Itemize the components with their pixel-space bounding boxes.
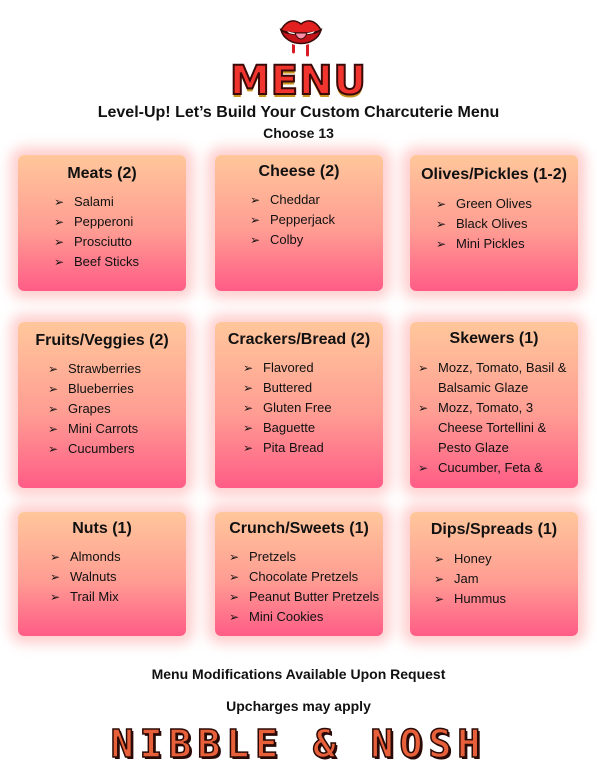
list-item: ➢ Hummus [454, 589, 578, 609]
list-item: ➢ Baguette [263, 418, 383, 438]
list-item: ➢ Mozz, Tomato, 3 Cheese Tortellini & Pesto Glaze [418, 400, 547, 455]
card-item-list [250, 190, 383, 250]
arrow-bullet-icon: ➢ [48, 362, 59, 376]
upcharges-note: Upcharges may apply [226, 698, 371, 714]
arrow-bullet-icon: ➢ [243, 401, 254, 415]
card-title: Meats (2) [67, 165, 137, 182]
card-title: Crunch/Sweets (1) [229, 520, 369, 537]
arrow-bullet-icon: ➢ [436, 237, 447, 251]
card-crackers-bread [215, 322, 383, 488]
card-item-list [434, 549, 578, 609]
arrow-bullet-icon: ➢ [243, 421, 254, 435]
arrow-bullet-icon: ➢ [54, 255, 65, 269]
arrow-bullet-icon: ➢ [54, 215, 65, 229]
arrow-bullet-icon: ➢ [418, 401, 429, 415]
card-skewers [410, 322, 578, 488]
card-title: Olives/Pickles (1-2) [421, 166, 567, 183]
list-item: ➢ Black Olives [456, 214, 578, 234]
arrow-bullet-icon: ➢ [434, 572, 445, 586]
card-item-list [48, 359, 186, 459]
arrow-bullet-icon: ➢ [243, 361, 254, 375]
arrow-bullet-icon: ➢ [243, 381, 254, 395]
card-item-list [243, 358, 383, 458]
card-item-list [229, 547, 383, 627]
arrow-bullet-icon: ➢ [418, 461, 429, 475]
arrow-bullet-icon: ➢ [434, 552, 445, 566]
list-item: ➢ Peanut Butter Pretzels [249, 587, 383, 607]
arrow-bullet-icon: ➢ [250, 193, 261, 207]
list-item: ➢ Cucumber, Feta & [438, 458, 574, 478]
card-item-list [418, 358, 574, 478]
card-cheese [215, 155, 383, 291]
arrow-bullet-icon: ➢ [229, 590, 240, 604]
list-item: ➢ Mini Cookies [249, 607, 383, 627]
card-nuts [18, 512, 186, 636]
list-item: ➢ Pepperoni [74, 212, 186, 232]
list-item: ➢ Salami [74, 192, 186, 212]
list-item: ➢ Walnuts [70, 567, 186, 587]
list-item: ➢ Buttered [263, 378, 383, 398]
arrow-bullet-icon: ➢ [436, 217, 447, 231]
list-item: ➢ Gluten Free [263, 398, 383, 418]
arrow-bullet-icon: ➢ [50, 570, 61, 584]
menu-title: MENU [229, 58, 368, 104]
arrow-bullet-icon: ➢ [229, 610, 240, 624]
page-subtitle: Level-Up! Let’s Build Your Custom Charcuterie Menu [97, 104, 500, 121]
list-item: ➢ Pita Bread [263, 438, 383, 458]
arrow-bullet-icon: ➢ [50, 550, 61, 564]
list-item: ➢ Trail Mix [70, 587, 186, 607]
arrow-bullet-icon: ➢ [229, 550, 240, 564]
list-item: ➢ Pepperjack [270, 210, 383, 230]
list-item: ➢ Prosciutto [74, 232, 186, 252]
brand-logo: NIBBLE & NOSH [110, 722, 487, 766]
lips-icon [278, 14, 324, 58]
list-item: ➢ Jam [454, 569, 578, 589]
card-title: Dips/Spreads (1) [430, 521, 558, 538]
arrow-bullet-icon: ➢ [434, 592, 445, 606]
arrow-bullet-icon: ➢ [48, 422, 59, 436]
arrow-bullet-icon: ➢ [250, 213, 261, 227]
list-item: ➢ Cheddar [270, 190, 383, 210]
list-item: ➢ Almonds [70, 547, 186, 567]
card-item-list [54, 192, 186, 272]
arrow-bullet-icon: ➢ [54, 195, 65, 209]
card-meats [18, 155, 186, 291]
list-item: ➢ Mini Carrots [68, 419, 186, 439]
arrow-bullet-icon: ➢ [48, 382, 59, 396]
card-title: Nuts (1) [72, 520, 132, 537]
card-title: Cheese (2) [258, 163, 340, 180]
card-dips-spreads [410, 512, 578, 636]
list-item: ➢ Mozz, Tomato, Basil & Balsamic Glaze [418, 360, 567, 395]
list-item: ➢ Cucumbers [68, 439, 186, 459]
card-title: Crackers/Bread (2) [227, 331, 371, 348]
card-olives-pickles [410, 155, 578, 291]
arrow-bullet-icon: ➢ [250, 233, 261, 247]
list-item: ➢ Honey [454, 549, 578, 569]
card-item-list [436, 194, 578, 254]
arrow-bullet-icon: ➢ [229, 570, 240, 584]
list-item: ➢ Colby [270, 230, 383, 250]
list-item: ➢ Pretzels [249, 547, 383, 567]
arrow-bullet-icon: ➢ [54, 235, 65, 249]
card-item-list [50, 547, 186, 607]
arrow-bullet-icon: ➢ [418, 361, 429, 375]
arrow-bullet-icon: ➢ [243, 441, 254, 455]
choose-count: Choose 13 [263, 125, 334, 141]
card-crunch-sweets [215, 512, 383, 636]
list-item: ➢ Mini Pickles [456, 234, 578, 254]
card-title: Fruits/Veggies (2) [35, 332, 169, 349]
arrow-bullet-icon: ➢ [48, 442, 59, 456]
list-item: ➢ Green Olives [456, 194, 578, 214]
modifications-note: Menu Modifications Available Upon Request [151, 666, 446, 682]
list-item: ➢ Flavored [263, 358, 383, 378]
card-title: Skewers (1) [449, 330, 539, 347]
arrow-bullet-icon: ➢ [436, 197, 447, 211]
list-item: ➢ Chocolate Pretzels [249, 567, 383, 587]
list-item: ➢ Strawberries [68, 359, 186, 379]
arrow-bullet-icon: ➢ [48, 402, 59, 416]
card-fruits-veggies [18, 322, 186, 488]
list-item: ➢ Beef Sticks [74, 252, 186, 272]
list-item: ➢ Grapes [68, 399, 186, 419]
list-item: ➢ Blueberries [68, 379, 186, 399]
arrow-bullet-icon: ➢ [50, 590, 61, 604]
